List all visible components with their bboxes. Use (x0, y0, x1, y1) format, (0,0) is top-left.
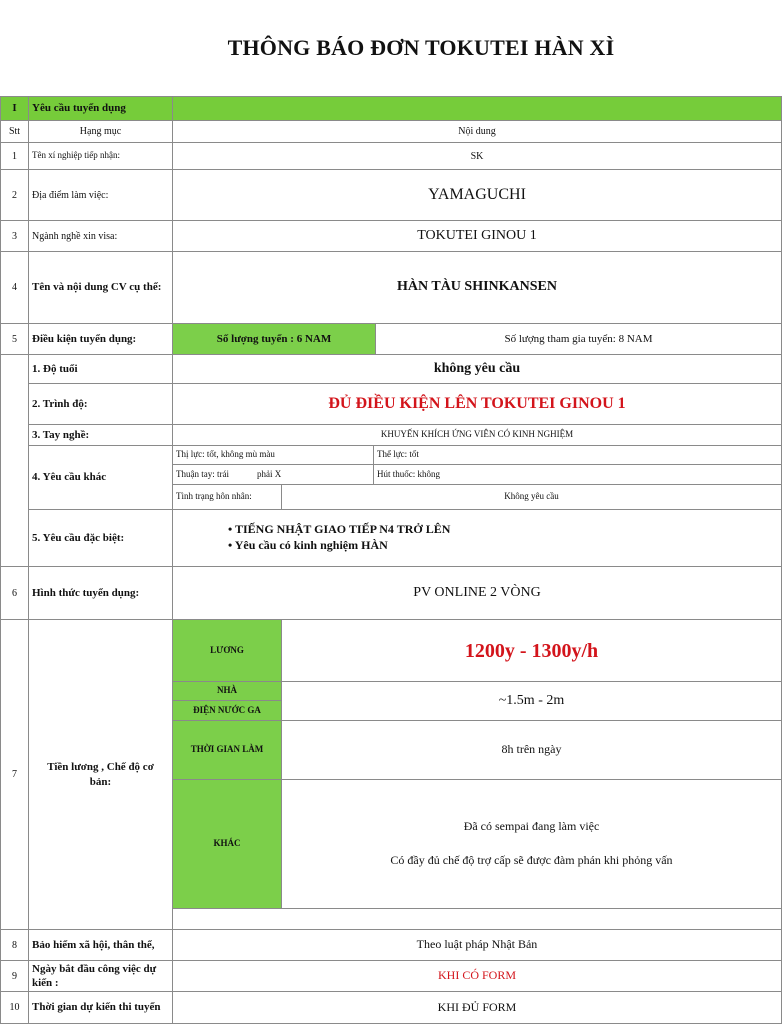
level-label: 2. Trình độ: (28, 383, 173, 425)
other-benefits-line: Đã có sempai đang làm việc (463, 819, 600, 834)
row-9-value: KHI CÓ FORM (172, 960, 782, 992)
special-item: • TIẾNG NHẬT GIAO TIẾP N4 TRỞ LÊN (228, 522, 451, 537)
row-1-label: Tên xí nghiệp tiếp nhận: (28, 142, 173, 170)
special-label: 5. Yêu cầu đặc biệt: (28, 509, 173, 567)
row-4-number: 4 (0, 251, 29, 324)
other-benefits-line: Có đầy đủ chế độ trợ cấp sẽ được đàm phán khi phỏng vấn (390, 853, 673, 867)
row-2-value: YAMAGUCHI (172, 169, 782, 221)
row-6-number: 6 (0, 566, 29, 620)
row-8-number: 8 (0, 929, 29, 961)
age-value: không yêu cầu (172, 354, 782, 384)
smoking-value: Hút thuốc: không (373, 464, 782, 485)
hours-value: 8h trên ngày (281, 720, 782, 780)
row-7-number: 7 (0, 619, 29, 930)
row-3-value: TOKUTEI GINOU 1 (172, 220, 782, 252)
skill-value: KHUYẾN KHÍCH ỨNG VIÊN CÓ KINH NGHIỆM (172, 424, 782, 446)
other-label: 4. Yêu cầu khác (28, 445, 173, 510)
marital-label: Tình trạng hôn nhân: (172, 484, 282, 510)
section-header-fill (172, 96, 782, 121)
row-3-label: Ngành nghề xin visa: (28, 220, 173, 252)
row-5-label: Điều kiện tuyển dụng: (28, 323, 173, 355)
handedness-value (172, 464, 374, 485)
row-10-number: 10 (0, 991, 29, 1024)
page-title: THÔNG BÁO ĐƠN TOKUTEI HÀN XÌ (227, 35, 615, 60)
level-value: ĐỦ ĐIỀU KIỆN LÊN TOKUTEI GINOU 1 (172, 383, 782, 425)
housing-label: NHÀ (172, 681, 282, 701)
salary-label: LƯƠNG (172, 619, 282, 682)
section-number: I (0, 96, 29, 121)
header-content: Nội dung (172, 120, 782, 143)
row-9-label: Ngày bắt đầu công việc dự kiến : (28, 960, 173, 992)
header-item: Hạng mục (28, 120, 173, 143)
row-2-label: Địa điểm làm việc: (28, 169, 173, 221)
row-6-label: Hình thức tuyển dụng: (28, 566, 173, 620)
row-6-value: PV ONLINE 2 VÒNG (172, 566, 782, 620)
special-item: • Yêu cầu có kinh nghiệm HÀN (228, 538, 388, 552)
other-benefits-value (281, 779, 782, 909)
row-10-label: Thời gian dự kiến thi tuyển (28, 991, 173, 1024)
special-list (172, 509, 782, 567)
row-8-value: Theo luật pháp Nhật Bản (172, 929, 782, 961)
row-10-value: KHI ĐỦ FORM (172, 991, 782, 1024)
row-1-value: SK (172, 142, 782, 170)
row-8-label: Bảo hiểm xã hội, thân thể, (28, 929, 173, 961)
row-5-number: 5 (0, 323, 29, 355)
row-4-label: Tên và nội dung CV cụ thể: (28, 251, 173, 324)
subrow-number-blank (0, 354, 29, 567)
row-2-number: 2 (0, 169, 29, 221)
recruit-quota: Số lượng tuyển : 6 NAM (172, 323, 376, 355)
row-4-value: HÀN TÀU SHINKANSEN (172, 251, 782, 324)
row-9-number: 9 (0, 960, 29, 992)
header-stt: Stt (0, 120, 29, 143)
row-7-blank (172, 908, 782, 930)
salary-value: 1200y - 1300y/h (281, 619, 782, 682)
row-7-label: Tiền lương , Chế độ cơ bản: (28, 619, 173, 930)
housing-value: ~1.5m - 2m (281, 681, 782, 721)
other-benefits-label: KHÁC (172, 779, 282, 909)
handedness-right: phải X (256, 468, 282, 479)
skill-label: 3. Tay nghề: (28, 424, 173, 446)
eyesight-value: Thị lực: tốt, không mù màu (172, 445, 374, 465)
participant-count: Số lượng tham gia tuyển: 8 NAM (375, 323, 782, 355)
hours-label: THỜI GIAN LÀM (172, 720, 282, 780)
marital-value: Không yêu cầu (281, 484, 782, 510)
row-1-number: 1 (0, 142, 29, 170)
age-label: 1. Độ tuổi (28, 354, 173, 384)
utilities-label: ĐIỆN NƯỚC GA (172, 700, 282, 721)
fitness-value: Thể lực: tốt (373, 445, 782, 465)
handedness-left: Thuận tay: trái (176, 468, 229, 479)
section-label: Yêu cầu tuyển dụng (28, 96, 173, 121)
row-3-number: 3 (0, 220, 29, 252)
